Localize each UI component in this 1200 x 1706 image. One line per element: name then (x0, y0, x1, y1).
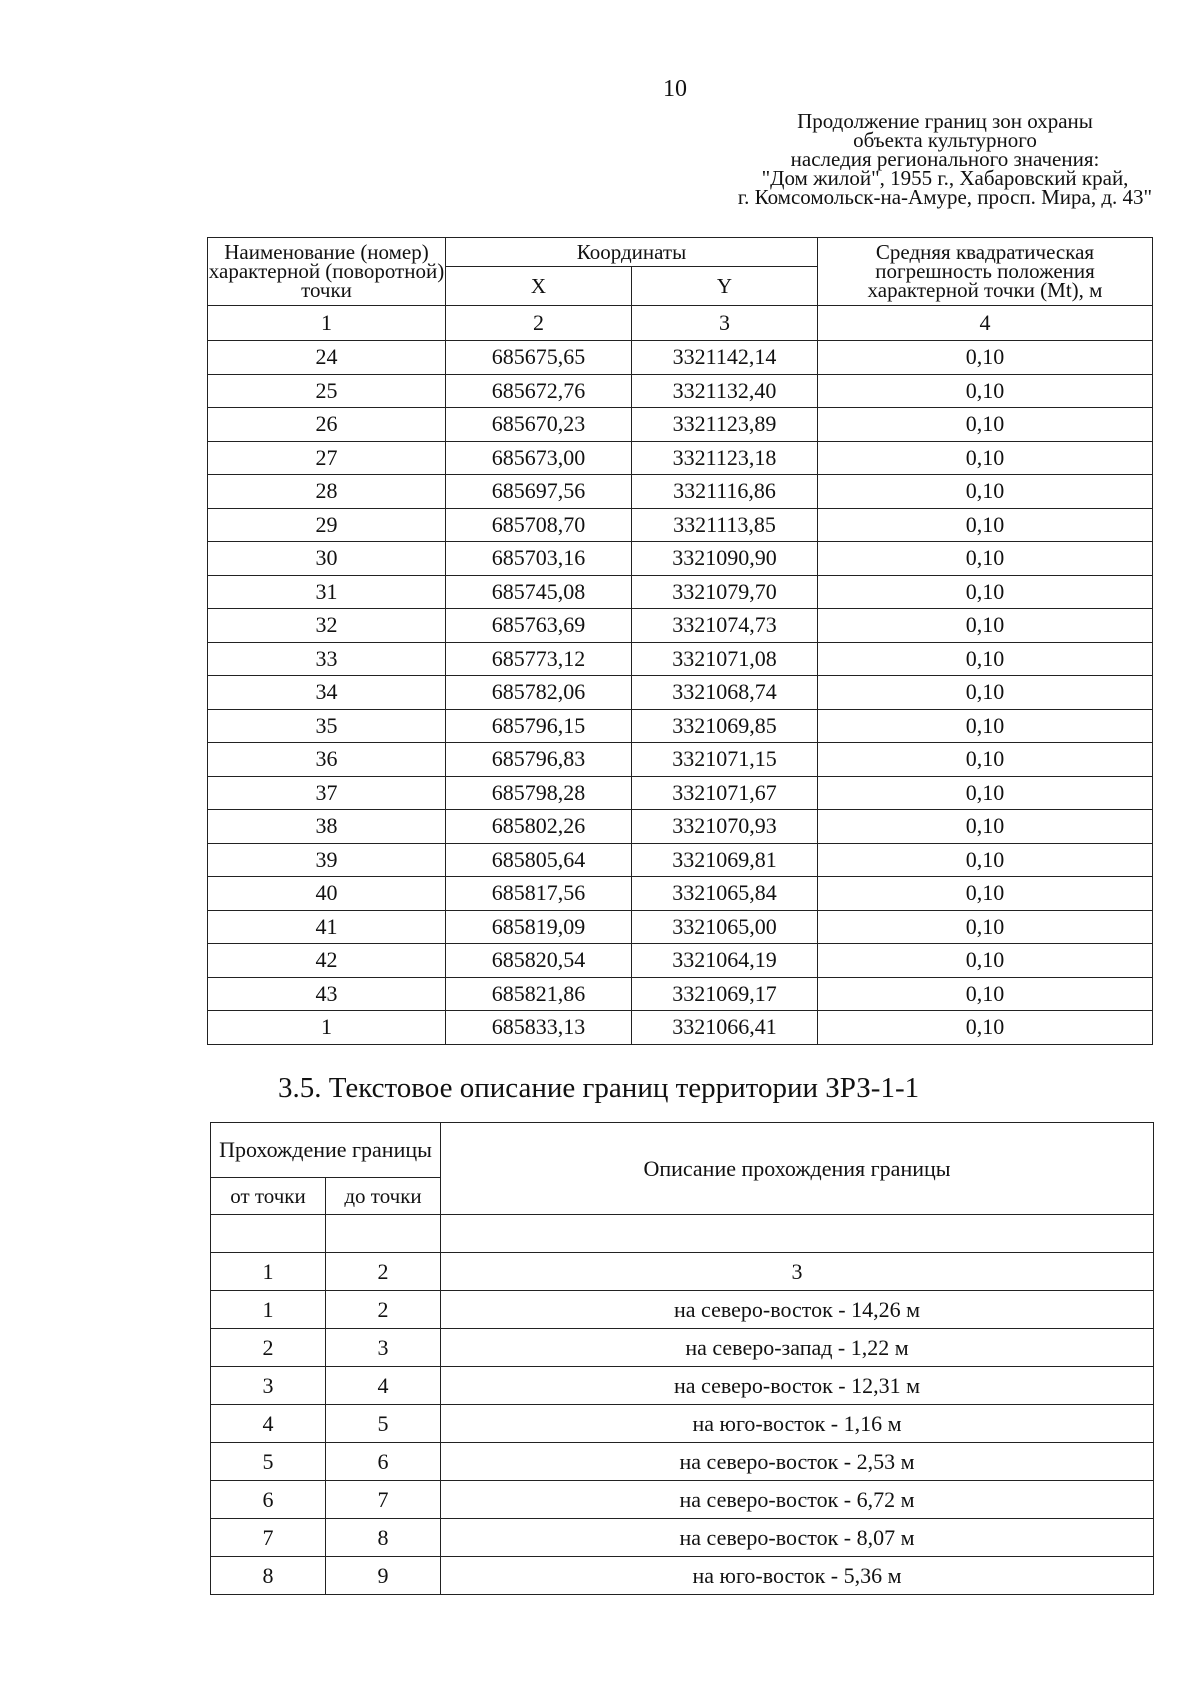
x-coordinate-cell: 685817,56 (446, 877, 632, 911)
point-name-cell: 43 (208, 977, 446, 1011)
page-number: 10 (663, 76, 687, 102)
heading-line: "Дом жилой", 1955 г., Хабаровский край, (761, 166, 1129, 190)
y-coordinate-cell: 3321068,74 (632, 676, 818, 710)
error-cell: 0,10 (818, 977, 1153, 1011)
point-name-cell: 35 (208, 709, 446, 743)
description-cell: на северо-восток - 8,07 м (441, 1519, 1154, 1557)
x-coordinate-cell: 685798,28 (446, 776, 632, 810)
section-title: 3.5. Текстовое описание границ территории ЗРЗ-1-1 (278, 1072, 920, 1104)
y-coordinate-cell: 3321132,40 (632, 374, 818, 408)
point-name-cell: 27 (208, 441, 446, 475)
column-number: 2 (446, 306, 632, 341)
table-row (208, 743, 1153, 777)
table-row (208, 341, 1153, 375)
heading-line: г. Комсомольск-на-Амуре, просп. Мира, д. 43" (737, 185, 1153, 209)
description-cell: на юго-восток - 5,36 м (441, 1557, 1154, 1595)
description-cell: на северо-восток - 2,53 м (441, 1443, 1154, 1481)
point-name-cell: 34 (208, 676, 446, 710)
description-cell: на северо-восток - 12,31 м (441, 1367, 1154, 1405)
to-point-cell: 8 (326, 1519, 441, 1557)
x-coordinate-cell: 685697,56 (446, 475, 632, 509)
error-cell: 0,10 (818, 776, 1153, 810)
column-number: 1 (211, 1253, 326, 1291)
x-coordinate-cell: 685745,08 (446, 575, 632, 609)
point-name-cell: 42 (208, 944, 446, 978)
y-coordinate-cell: 3321071,08 (632, 642, 818, 676)
y-coordinate-cell: 3321090,90 (632, 542, 818, 576)
error-cell: 0,10 (818, 341, 1153, 375)
table-row (208, 1011, 1153, 1045)
x-coordinate-cell: 685773,12 (446, 642, 632, 676)
description-cell: на северо-восток - 14,26 м (441, 1291, 1154, 1329)
from-point-cell: 5 (211, 1443, 326, 1481)
header-from-point: от точки (211, 1178, 326, 1215)
point-name-cell: 31 (208, 575, 446, 609)
x-coordinate-cell: 685673,00 (446, 441, 632, 475)
error-cell: 0,10 (818, 877, 1153, 911)
x-coordinate-cell: 685670,23 (446, 408, 632, 442)
column-number: 3 (632, 306, 818, 341)
column-number: 2 (326, 1253, 441, 1291)
table-row (211, 1405, 1154, 1443)
description-cell: на юго-восток - 1,16 м (441, 1405, 1154, 1443)
heading-line: Продолжение границ зон охраны (797, 109, 1093, 133)
point-name-cell: 37 (208, 776, 446, 810)
point-name-cell: 38 (208, 810, 446, 844)
y-coordinate-cell: 3321113,85 (632, 508, 818, 542)
from-point-cell: 1 (211, 1291, 326, 1329)
table-row (208, 542, 1153, 576)
coordinates-table-body (208, 341, 1153, 1045)
heading-line: наследия регионального значения: (790, 147, 1100, 171)
table-row (208, 441, 1153, 475)
description-table-body (211, 1215, 1154, 1595)
error-cell: 0,10 (818, 910, 1153, 944)
point-name-cell: 36 (208, 743, 446, 777)
x-coordinate-cell: 685796,15 (446, 709, 632, 743)
error-cell: 0,10 (818, 575, 1153, 609)
table-row (211, 1557, 1154, 1595)
x-coordinate-cell: 685821,86 (446, 977, 632, 1011)
error-cell: 0,10 (818, 475, 1153, 509)
header-passage: Прохождение границы (211, 1123, 441, 1178)
to-point-cell: 9 (326, 1557, 441, 1595)
from-point-cell: 6 (211, 1481, 326, 1519)
header-error: Средняя квадратическая погрешность положения характерной точки (Mt), м (818, 238, 1153, 306)
boundary-description-table (210, 1122, 1154, 1595)
error-cell: 0,10 (818, 743, 1153, 777)
table-row (211, 1291, 1154, 1329)
column-number: 4 (818, 306, 1153, 341)
x-coordinate-cell: 685820,54 (446, 944, 632, 978)
table-row (208, 877, 1153, 911)
table-row (208, 709, 1153, 743)
from-point-cell: 4 (211, 1405, 326, 1443)
document-heading (700, 109, 1190, 209)
table-row (208, 642, 1153, 676)
header-coordinates: Координаты (446, 238, 818, 267)
x-coordinate-cell: 685703,16 (446, 542, 632, 576)
y-coordinate-cell: 3321066,41 (632, 1011, 818, 1045)
description-cell: на северо-запад - 1,22 м (441, 1329, 1154, 1367)
heading-line: объекта культурного (853, 128, 1037, 152)
table-row (208, 374, 1153, 408)
x-coordinate-cell: 685763,69 (446, 609, 632, 643)
error-cell: 0,10 (818, 542, 1153, 576)
table-row (211, 1329, 1154, 1367)
point-name-cell: 28 (208, 475, 446, 509)
table-row (208, 843, 1153, 877)
y-coordinate-cell: 3321070,93 (632, 810, 818, 844)
point-name-cell: 24 (208, 341, 446, 375)
error-cell: 0,10 (818, 843, 1153, 877)
table-row (208, 776, 1153, 810)
from-point-cell: 7 (211, 1519, 326, 1557)
point-name-cell: 29 (208, 508, 446, 542)
to-point-cell: 3 (326, 1329, 441, 1367)
column-number: 1 (208, 306, 446, 341)
table-row (211, 1367, 1154, 1405)
x-coordinate-cell: 685819,09 (446, 910, 632, 944)
error-cell: 0,10 (818, 944, 1153, 978)
header-x: X (446, 267, 632, 306)
x-coordinate-cell: 685802,26 (446, 810, 632, 844)
y-coordinate-cell: 3321142,14 (632, 341, 818, 375)
table-row (211, 1519, 1154, 1557)
from-point-cell: 3 (211, 1367, 326, 1405)
from-point-cell: 8 (211, 1557, 326, 1595)
to-point-cell: 6 (326, 1443, 441, 1481)
table-row (208, 910, 1153, 944)
x-coordinate-cell: 685672,76 (446, 374, 632, 408)
y-coordinate-cell: 3321071,15 (632, 743, 818, 777)
x-coordinate-cell: 685796,83 (446, 743, 632, 777)
to-point-cell: 4 (326, 1367, 441, 1405)
y-coordinate-cell: 3321069,17 (632, 977, 818, 1011)
header-y: Y (632, 267, 818, 306)
table-row (211, 1443, 1154, 1481)
header-description: Описание прохождения границы (441, 1123, 1154, 1215)
table-row (208, 609, 1153, 643)
x-coordinate-cell: 685675,65 (446, 341, 632, 375)
point-name-cell: 39 (208, 843, 446, 877)
table-row (211, 1481, 1154, 1519)
table-row (208, 475, 1153, 509)
point-name-cell: 33 (208, 642, 446, 676)
table-row (208, 408, 1153, 442)
point-name-cell: 40 (208, 877, 446, 911)
y-coordinate-cell: 3321065,00 (632, 910, 818, 944)
coordinates-table (207, 237, 1153, 1045)
header-to-point: до точки (326, 1178, 441, 1215)
y-coordinate-cell: 3321065,84 (632, 877, 818, 911)
point-name-cell: 41 (208, 910, 446, 944)
description-cell: на северо-восток - 6,72 м (441, 1481, 1154, 1519)
x-coordinate-cell: 685708,70 (446, 508, 632, 542)
table-row (208, 575, 1153, 609)
y-coordinate-cell: 3321079,70 (632, 575, 818, 609)
error-cell: 0,10 (818, 374, 1153, 408)
error-cell: 0,10 (818, 709, 1153, 743)
table-row (208, 944, 1153, 978)
from-point-cell: 2 (211, 1329, 326, 1367)
x-coordinate-cell: 685782,06 (446, 676, 632, 710)
y-coordinate-cell: 3321123,89 (632, 408, 818, 442)
error-cell: 0,10 (818, 642, 1153, 676)
y-coordinate-cell: 3321116,86 (632, 475, 818, 509)
error-cell: 0,10 (818, 1011, 1153, 1045)
point-name-cell: 26 (208, 408, 446, 442)
column-number: 3 (441, 1253, 1154, 1291)
error-cell: 0,10 (818, 408, 1153, 442)
y-coordinate-cell: 3321069,81 (632, 843, 818, 877)
to-point-cell: 7 (326, 1481, 441, 1519)
y-coordinate-cell: 3321123,18 (632, 441, 818, 475)
to-point-cell: 2 (326, 1291, 441, 1329)
header-point-name: Наименование (номер) характерной (поворотной) точки (208, 238, 446, 306)
point-name-cell: 25 (208, 374, 446, 408)
error-cell: 0,10 (818, 609, 1153, 643)
x-coordinate-cell: 685805,64 (446, 843, 632, 877)
error-cell: 0,10 (818, 441, 1153, 475)
to-point-cell: 5 (326, 1405, 441, 1443)
table-row (208, 977, 1153, 1011)
point-name-cell: 1 (208, 1011, 446, 1045)
x-coordinate-cell: 685833,13 (446, 1011, 632, 1045)
y-coordinate-cell: 3321074,73 (632, 609, 818, 643)
error-cell: 0,10 (818, 676, 1153, 710)
y-coordinate-cell: 3321071,67 (632, 776, 818, 810)
table-row (208, 508, 1153, 542)
point-name-cell: 32 (208, 609, 446, 643)
table-row (208, 810, 1153, 844)
error-cell: 0,10 (818, 508, 1153, 542)
table-row (208, 676, 1153, 710)
error-cell: 0,10 (818, 810, 1153, 844)
y-coordinate-cell: 3321069,85 (632, 709, 818, 743)
point-name-cell: 30 (208, 542, 446, 576)
y-coordinate-cell: 3321064,19 (632, 944, 818, 978)
